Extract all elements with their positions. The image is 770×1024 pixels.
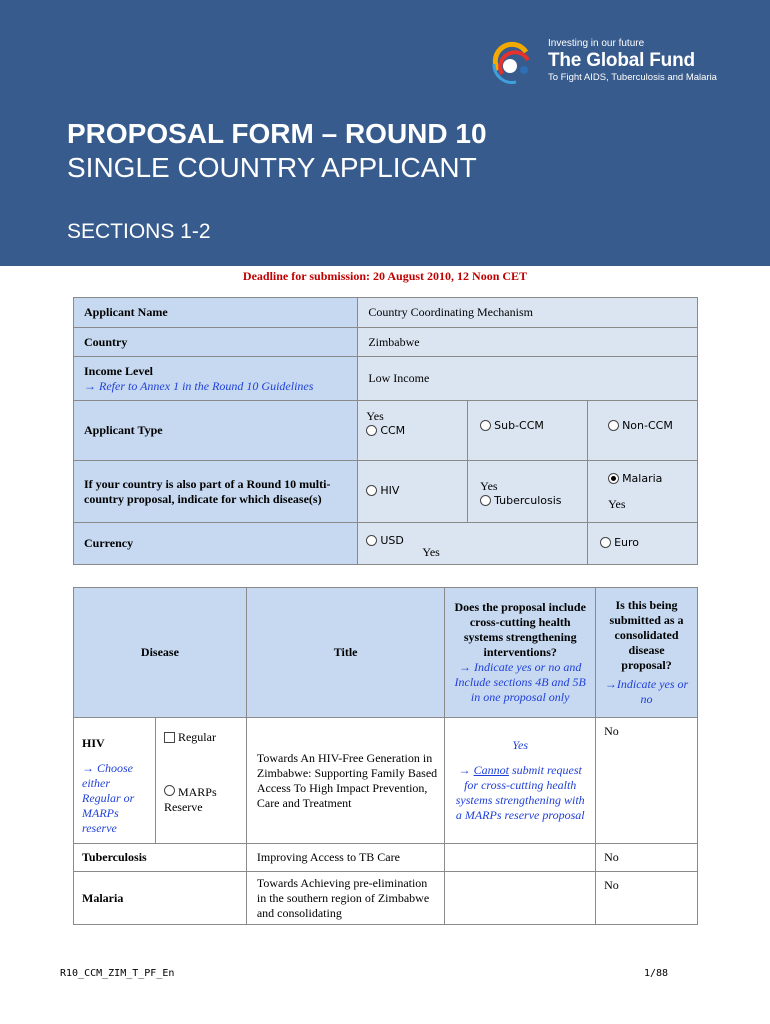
- tb-label-cell: [74, 844, 247, 872]
- applicant-type-ccm-cell: [358, 401, 468, 461]
- hiv-type-cell: [155, 718, 246, 844]
- ccm-radio-label: CCM: [380, 424, 406, 437]
- col-consolidated-header: [596, 588, 698, 718]
- malaria-title-cell[interactable]: [246, 872, 444, 925]
- sub-ccm-radio-label: Sub-CCM: [494, 419, 544, 432]
- country-field[interactable]: [358, 328, 698, 357]
- radio-selected-icon: [608, 473, 619, 484]
- regular-checkbox[interactable]: [164, 730, 216, 745]
- col-title-header: [246, 588, 444, 718]
- sections-heading: SECTIONS 1-2: [67, 220, 211, 243]
- ccm-radio[interactable]: [366, 424, 405, 437]
- row-income-level: [74, 357, 698, 401]
- logo-subtitle: To Fight AIDS, Tuberculosis and Malaria: [548, 72, 717, 83]
- global-fund-logo-icon: [488, 40, 542, 84]
- radio-icon: [608, 420, 619, 431]
- malaria-radio[interactable]: [608, 472, 662, 485]
- row-applicant-type: [74, 401, 698, 461]
- col-hss-hint: → Indicate yes or no and Include sections 4B and 5B in one proposal only: [454, 660, 586, 704]
- row-country: [74, 328, 698, 357]
- malaria-yes-text: Yes: [608, 496, 626, 511]
- radio-icon: [164, 785, 175, 796]
- ccm-yes-text: Yes: [366, 409, 384, 423]
- usd-radio[interactable]: [366, 534, 404, 547]
- footer-doc-code: R10_CCM_ZIM_T_PF_En: [60, 968, 175, 979]
- hiv-title: Towards An HIV-Free Generation in Zimbabwe: Supporting Family Based Access To High Impact Prevention, Care and Treatment: [256, 750, 438, 810]
- regular-checkbox-label: Regular: [177, 730, 216, 744]
- malaria-hss-cell: [445, 872, 596, 925]
- hiv-label: HIV: [82, 736, 105, 750]
- logo-tagline: Investing in our future: [548, 38, 645, 49]
- currency-euro-cell: [588, 523, 698, 565]
- hiv-consolidated-cell: [596, 718, 698, 844]
- multi-country-label-text: If your country is also part of a Round 10 multi-country proposal, indicate for which disease(s): [84, 476, 331, 506]
- col-hss-header: [445, 588, 596, 718]
- multi-country-label: [74, 461, 358, 523]
- applicant-name-label-text: Applicant Name: [84, 305, 168, 319]
- hiv-choose-hint: → Choose either Regular or MARPs reserve: [82, 761, 135, 835]
- hiv-radio-label: HIV: [380, 483, 400, 497]
- radio-icon: [600, 537, 611, 548]
- hiv-hss-note: → Cannot submit request for cross-cutting health systems strengthening with a MARPs reserve proposal: [455, 763, 585, 822]
- row-currency: [74, 523, 698, 565]
- marps-reserve-label: MARPs Reserve: [163, 785, 217, 814]
- applicant-name-value: Country Coordinating Mechanism: [368, 305, 533, 319]
- global-fund-logo: [488, 38, 728, 88]
- malaria-title: Towards Achieving pre-elimination in the southern region of Zimbabwe and consolidating: [256, 876, 430, 920]
- euro-radio[interactable]: [600, 536, 639, 549]
- tb-consolidated-cell: [596, 844, 698, 872]
- tb-consolidated-value: No: [604, 850, 619, 864]
- disease-table-header: [74, 588, 698, 718]
- malaria-consolidated-value: No: [604, 878, 619, 892]
- col-title-text: Title: [333, 645, 358, 659]
- deadline-notice: Deadline for submission: 20 August 2010, 12 Noon CET: [242, 269, 528, 283]
- radio-icon: [480, 495, 491, 506]
- tb-title-cell[interactable]: [246, 844, 444, 872]
- malaria-consolidated-cell: [596, 872, 698, 925]
- col-hss-text: Does the proposal include cross-cutting health systems strengthening interventions?: [454, 600, 586, 659]
- currency-label-text: Currency: [84, 536, 134, 550]
- non-ccm-radio[interactable]: [608, 419, 673, 432]
- hiv-hss-cell: [445, 718, 596, 844]
- radio-icon: [366, 485, 377, 496]
- multi-hiv-cell: [358, 461, 468, 523]
- tb-yes-text: Yes: [480, 478, 498, 493]
- malaria-radio-label: Malaria: [622, 471, 663, 485]
- income-level-value: Low Income: [368, 371, 430, 385]
- currency-usd-cell: [358, 523, 588, 565]
- usd-yes-text: Yes: [422, 545, 440, 559]
- malaria-label: Malaria: [82, 890, 124, 905]
- row-applicant-name: [74, 298, 698, 328]
- radio-icon: [366, 425, 377, 436]
- applicant-type-nonccm-cell: [588, 401, 698, 461]
- col-consolidated-text: Is this being submitted as a consolidated disease proposal?: [609, 598, 684, 672]
- applicant-type-subccm-cell: [468, 401, 588, 461]
- hiv-consolidated-value: No: [604, 724, 619, 738]
- page-subtitle: SINGLE COUNTRY APPLICANT: [67, 152, 477, 183]
- disease-table: [73, 587, 698, 925]
- country-label-text: Country: [84, 334, 128, 349]
- col-consolidated-hint: →Indicate yes or no: [604, 677, 689, 706]
- non-ccm-radio-label: Non-CCM: [622, 419, 673, 432]
- radio-icon: [480, 420, 491, 431]
- row-hiv: [74, 718, 698, 844]
- tb-title: Improving Access to TB Care: [256, 850, 400, 864]
- col-disease-text: Disease: [140, 645, 179, 659]
- income-level-label: [74, 357, 358, 401]
- tb-hss-cell: [445, 844, 596, 872]
- marps-reserve-radio[interactable]: [164, 785, 240, 815]
- euro-radio-label: Euro: [614, 535, 639, 549]
- hiv-radio[interactable]: [366, 484, 399, 497]
- tb-label: Tuberculosis: [82, 850, 147, 864]
- currency-label: [74, 523, 358, 565]
- sub-ccm-radio[interactable]: [480, 419, 544, 432]
- multi-malaria-cell: [588, 461, 698, 523]
- hiv-title-cell[interactable]: [246, 718, 444, 844]
- multi-tb-cell: [468, 461, 588, 523]
- applicant-type-label: [74, 401, 358, 461]
- footer-page-number: 1/88: [644, 968, 669, 979]
- col-disease-header: [74, 588, 247, 718]
- income-level-label-text: Income Level: [84, 363, 153, 378]
- hiv-label-cell: [74, 718, 156, 844]
- row-multi-country: [74, 461, 698, 523]
- country-label: [74, 328, 358, 357]
- row-malaria: [74, 872, 698, 925]
- usd-radio-label: USD: [380, 534, 404, 547]
- logo-name: The Global Fund: [548, 50, 695, 71]
- applicant-name-field[interactable]: [358, 298, 698, 328]
- checkbox-icon: [164, 732, 175, 743]
- tuberculosis-radio-label: Tuberculosis: [494, 493, 562, 507]
- income-level-hint: → Refer to Annex 1 in the Round 10 Guidelines: [84, 378, 314, 393]
- hiv-hss-note-cannot: Cannot: [473, 763, 509, 777]
- tuberculosis-radio[interactable]: [480, 494, 561, 507]
- header-banner: [0, 0, 770, 266]
- malaria-label-cell: [74, 872, 247, 925]
- hiv-hss-yes: Yes: [512, 738, 528, 752]
- applicant-name-label: [74, 298, 358, 328]
- page-title: PROPOSAL FORM – ROUND 10: [67, 118, 487, 149]
- applicant-table: [73, 297, 698, 565]
- row-tuberculosis: [74, 844, 698, 872]
- income-level-field[interactable]: [358, 357, 698, 401]
- hiv-hss-note-text: submit request for cross-cutting health systems strengthening with a MARPs reserve proposal: [455, 763, 585, 822]
- applicant-type-label-text: Applicant Type: [84, 423, 163, 437]
- radio-icon: [366, 535, 377, 546]
- country-value: Zimbabwe: [368, 334, 420, 349]
